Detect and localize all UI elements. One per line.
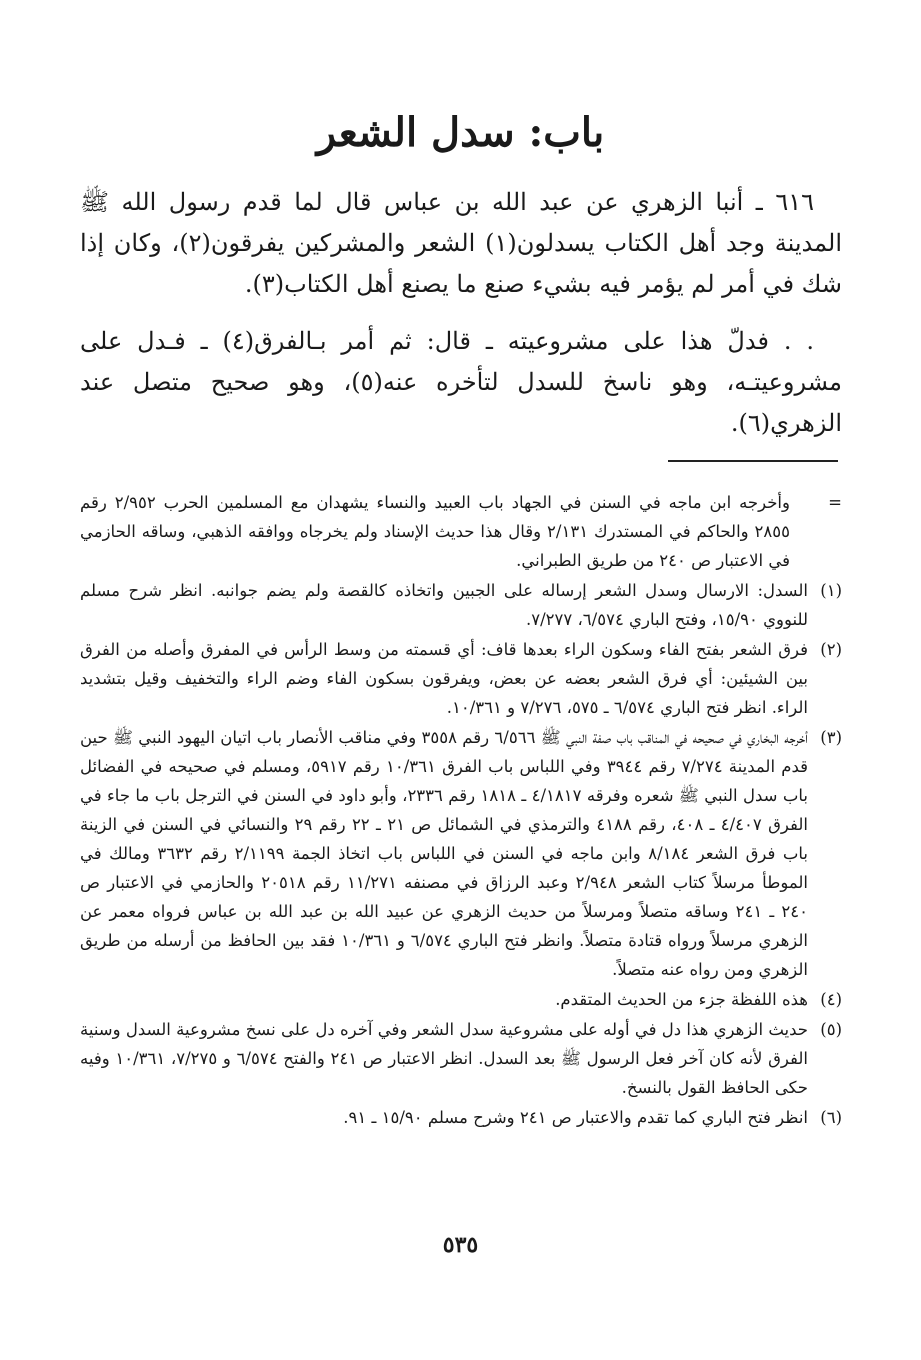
- footnote-marker: (١): [820, 581, 842, 600]
- commentary-paragraph: . . فدلّ هذا على مشروعيته ـ قال: ثم أمر بـالفرق(٤) ـ فـدل على مشروعيتـه، وهو ناسخ للسدل لتأخره عنه(٥)، وهو صحيح متصل عند الزهري(٦).: [80, 327, 843, 437]
- footnote-text: وأخرجه ابن ماجه في السنن في الجهاد باب العبيد والنساء يشهدان مع المسلمين الحرب ٢/٩٥٢ رقم ٢٨٥٥ والحاكم في المستدرك ٢/١٣١ وقال هذا حديث الإسناد ولم يخرجاه ووافقه الذهبي، وساقه الحازمي في الاعتبار ص ٢٤٠ من طريق الطبراني.: [80, 493, 790, 570]
- footnote-text: فرق الشعر بفتح الفاء وسكون الراء بعدها قاف: أي قسمته من وسط الرأس في المفرق وأصله من الفرق بين الشيئين: أي فرق الشعر بعضه عن بعض، ويفرقون بسكون الفاء وضم الراء والتخفيف وقيل بتشديد الراء. انظر فتح الباري ٦/٥٧٤ ـ ٥٧٥، ٧/٢٧٦ و ١٠/٣٦١.: [80, 640, 808, 717]
- footnote-divider: [668, 460, 838, 462]
- footnote-3: [80, 723, 842, 984]
- footnote-marker: (٢): [820, 640, 842, 659]
- footnote-marker: (٤): [820, 990, 842, 1009]
- footnote-text: السدل: الارسال وسدل الشعر إرساله على الجبين واتخاذه كالقصة ولم يضم جوانبه. انظر شرح مسلم للنووي ١٥/٩٠، وفتح الباري ٦/٥٧٤، ٧/٢٧٧.: [80, 581, 808, 629]
- footnote-text: هذه اللفظة جزء من الحديث المتقدم.: [555, 990, 808, 1009]
- footnote-text: انظر فتح الباري كما تقدم والاعتبار ص ٢٤١ وشرح مسلم ١٥/٩٠ ـ ٩١.: [343, 1108, 808, 1127]
- footnote-4: [80, 985, 842, 1014]
- footnote-6: [80, 1103, 842, 1132]
- footnote-continuation: [80, 488, 842, 575]
- hadith-paragraph: ٦١٦ ـ أنبا الزهري عن عبد الله بن عباس قال لما قدم رسول الله ﷺ المدينة وجد أهل الكتاب يسدلون(١) الشعر والمشركين يفرقون(٢)، وكان إذا شك في أمر لم يؤمر فيه بشيء صنع ما يصنع أهل الكتاب(٣).: [80, 188, 842, 298]
- footnote-marker: (٣): [820, 728, 842, 747]
- footnote-marker: (٥): [820, 1020, 842, 1039]
- chapter-title: باب: سدل الشعر: [316, 109, 605, 156]
- page-number: ٥٣٥: [442, 1232, 479, 1258]
- footnote-marker: (٦): [820, 1108, 842, 1127]
- footnote-text: حديث الزهري هذا دل في أوله على مشروعية سدل الشعر وفي آخره دل على نسخ مشروعية السدل وسنية الفرق لأنه كان آخر فعل الرسول ﷺ بعد السدل. انظر الاعتبار ص ٢٤١ والفتح ٦/٥٧٤ و ٧/٢٧٥، ١٠/٣٦١ وفيه حكى الحافظ القول بالنسخ.: [80, 1020, 808, 1097]
- footnote-text: أخرجه البخاري في صحيحه في المناقب باب صفة النبي ﷺ ٦/٥٦٦ رقم ٣٥٥٨ وفي مناقب الأنصار باب اتيان اليهود النبي ﷺ حين قدم المدينة ٧/٢٧٤ رقم ٣٩٤٤ وفي اللباس باب الفرق ١٠/٣٦١ رقم ٥٩١٧، ومسلم في صحيحه في الفضائل باب سدل النبي ﷺ شعره وفرقه ٤/١٨١٧ ـ ١٨١٨ رقم ٢٣٣٦، وأبو داود في السنن في الترجل باب ما جاء في الفرق ٤/٤٠٧ ـ ٤٠٨، رقم ٤١٨٨ والترمذي في الشمائل ص ٢١ ـ ٢٢ رقم ٢٩ والنسائي في السنن في الزينة باب فرق الشعر ٨/١٨٤ وابن ماجه في السنن في اللباس باب اتخاذ الجمة ٢/١١٩٩ رقم ٣٦٣٢ ومالك في الموطأ مرسلاً كتاب الشعر ٢/٩٤٨ وعبد الرزاق في مصنفه ١١/٢٧١ رقم ٢٠٥١٨ والحازمي في الاعتبار ص ٢٤٠ ـ ٢٤١ وساقه متصلاً ومرسلاً من حديث الزهري عن عبيد الله بن عبد الله بن عباس فرواه معمر عن الزهري مرسلاً ورواه قتادة متصلاً. وانظر فتح الباري ٦/٥٧٤ و ١٠/٣٦١ فقد بين الحافظ من أرسله من طريق الزهري ومن رواه عنه متصلاً.: [80, 728, 809, 979]
- main-text: [80, 182, 842, 460]
- footnote-5: [80, 1015, 842, 1102]
- footnote-1: [80, 576, 842, 634]
- footnote-2: [80, 635, 842, 722]
- footnotes: [80, 488, 842, 1133]
- footnote-marker: =: [828, 493, 842, 512]
